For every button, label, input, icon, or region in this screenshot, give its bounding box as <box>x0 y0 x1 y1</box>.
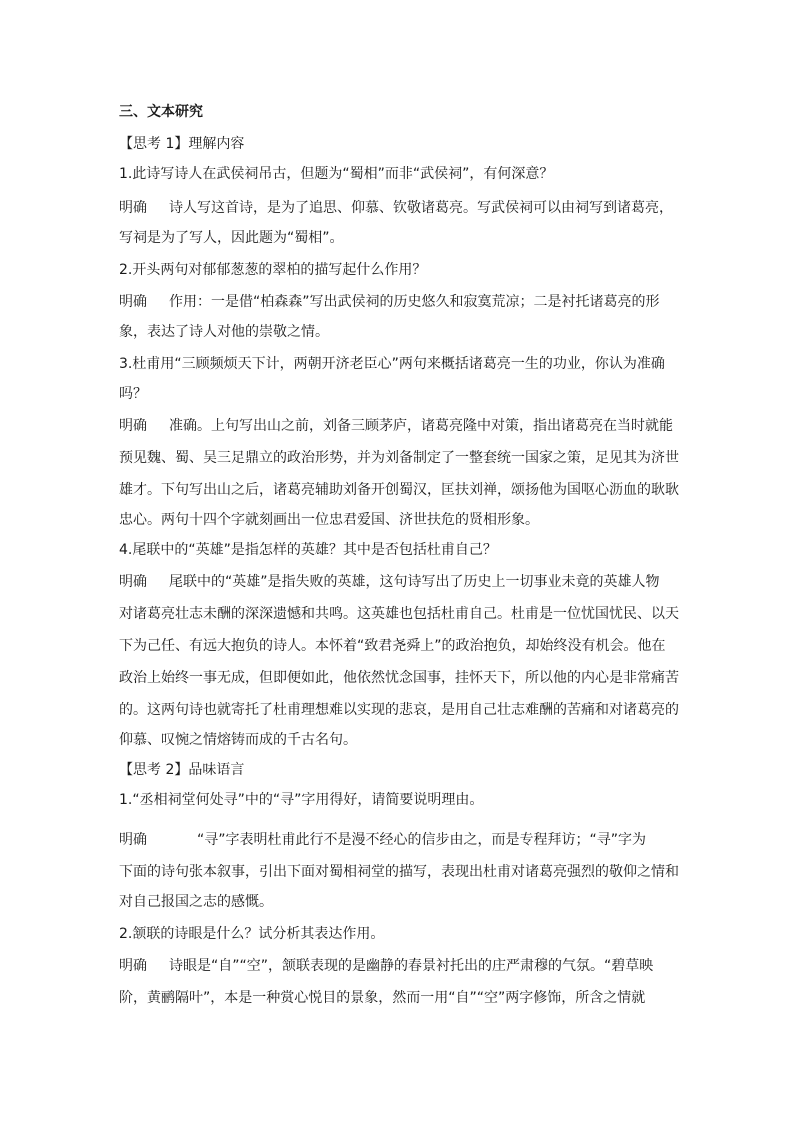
answer-3-line-3: 雄才。下句写出山之后，诸葛亮辅助刘备开创蜀汉，匡扶刘禅，颂扬他为国呕心沥血的耿耿 <box>119 482 679 498</box>
answer-3-line-2: 预见魏、蜀、吴三足鼎立的政治形势，并为刘备制定了一整套统一国家之策，足见其为济世 <box>119 450 679 466</box>
answer-4-line-3: 下为己任、有远大抱负的诗人。本怀着“致君尧舜上”的政治抱负，却始终没有机会。他在 <box>119 638 666 654</box>
answer-label: 明确 <box>119 958 147 974</box>
answer-5-line-3: 对自己报国之志的感慨。 <box>119 894 273 910</box>
question-3-line-2: 吗？ <box>119 386 147 402</box>
answer-3-line-4: 忠心。两句十四个字就刻画出一位忠君爱国、济世扶危的贤相形象。 <box>119 512 539 528</box>
answer-1-line-2: 写祠是为了写人，因此题为“蜀相”。 <box>119 230 344 246</box>
answer-4-line-5: 的。这两句诗也就寄托了杜甫理想难以实现的悲哀，是用自己壮志难酬的苦痛和对诸葛亮的 <box>119 702 679 718</box>
answer-6-line-1: 明确 诗眼是“自”“空”，颔联表现的是幽静的春景衬托出的庄严肃穆的气氛。“碧草映 <box>119 958 654 974</box>
question-4: 4.尾联中的“英雄”是指怎样的英雄？其中是否包括杜甫自己？ <box>119 542 497 558</box>
answer-2-line-1: 明确 作用：一是借“柏森森”写出武侯祠的历史悠久和寂寞荒凉；二是衬托诸葛亮的形 <box>119 294 660 310</box>
answer-1-line-1: 明确 诗人写这首诗，是为了追思、仰慕、钦敬诸葛亮。写武侯祠可以由祠写到诸葛亮， <box>119 200 673 216</box>
question-2: 2.开头两句对郁郁葱葱的翠柏的描写起什么作用？ <box>119 262 427 278</box>
answer-4-line-6: 仰慕、叹惋之情熔铸而成的千古名句。 <box>119 732 357 748</box>
answer-label: 明确 <box>119 418 147 434</box>
answer-label: 明确 <box>119 294 147 310</box>
answer-4-line-1: 明确 尾联中的“英雄”是指失败的英雄，这句诗写出了历史上一切事业未竟的英雄人物 <box>119 574 660 590</box>
answer-label: 明确 <box>119 200 147 216</box>
section-title: 三、文本研究 <box>119 104 203 120</box>
answer-5-line-1: 明确 “寻”字表明杜甫此行不是漫不经心的信步由之，而是专程拜访；“寻”字为 <box>119 832 647 848</box>
answer-6-line-2: 阶，黄鹂隔叶”，本是一种赏心悦目的景象，然而一用“自”“空”两字修饰，所含之情就 <box>119 990 646 1006</box>
answer-4-line-4: 政治上始终一事无成，但即便如此，他依然忧念国事，挂怀天下，所以他的内心是非常痛苦 <box>119 670 679 686</box>
question-3-line-1: 3.杜甫用“三顾频烦天下计，两朝开济老臣心”两句来概括诸葛亮一生的功业，你认为准确 <box>119 356 665 372</box>
answer-label: 明确 <box>119 832 147 848</box>
answer-4-line-2: 对诸葛亮壮志未酬的深深遗憾和共鸣。这英雄也包括杜甫自己。杜甫是一位忧国忧民、以天 <box>119 606 679 622</box>
answer-2-line-2: 象，表达了诗人对他的崇敬之情。 <box>119 324 329 340</box>
think2-header: 【思考 2】品味语言 <box>119 762 245 778</box>
answer-3-line-1: 明确 准确。上句写出山之前，刘备三顾茅庐，诸葛亮隆中对策，指出诸葛亮在当时就能 <box>119 418 673 434</box>
think1-header: 【思考 1】理解内容 <box>119 136 245 152</box>
question-1: 1.此诗写诗人在武侯祠吊古，但题为“蜀相”而非“武侯祠”，有何深意？ <box>119 166 554 182</box>
answer-label: 明确 <box>119 574 147 590</box>
question-5: 1.“丞相祠堂何处寻”中的“寻”字用得好，请简要说明理由。 <box>119 792 484 808</box>
answer-5-line-2: 下面的诗句张本叙事，引出下面对蜀相祠堂的描写，表现出杜甫对诸葛亮强烈的敬仰之情和 <box>119 864 679 880</box>
question-6: 2.颔联的诗眼是什么？试分析其表达作用。 <box>119 926 385 942</box>
